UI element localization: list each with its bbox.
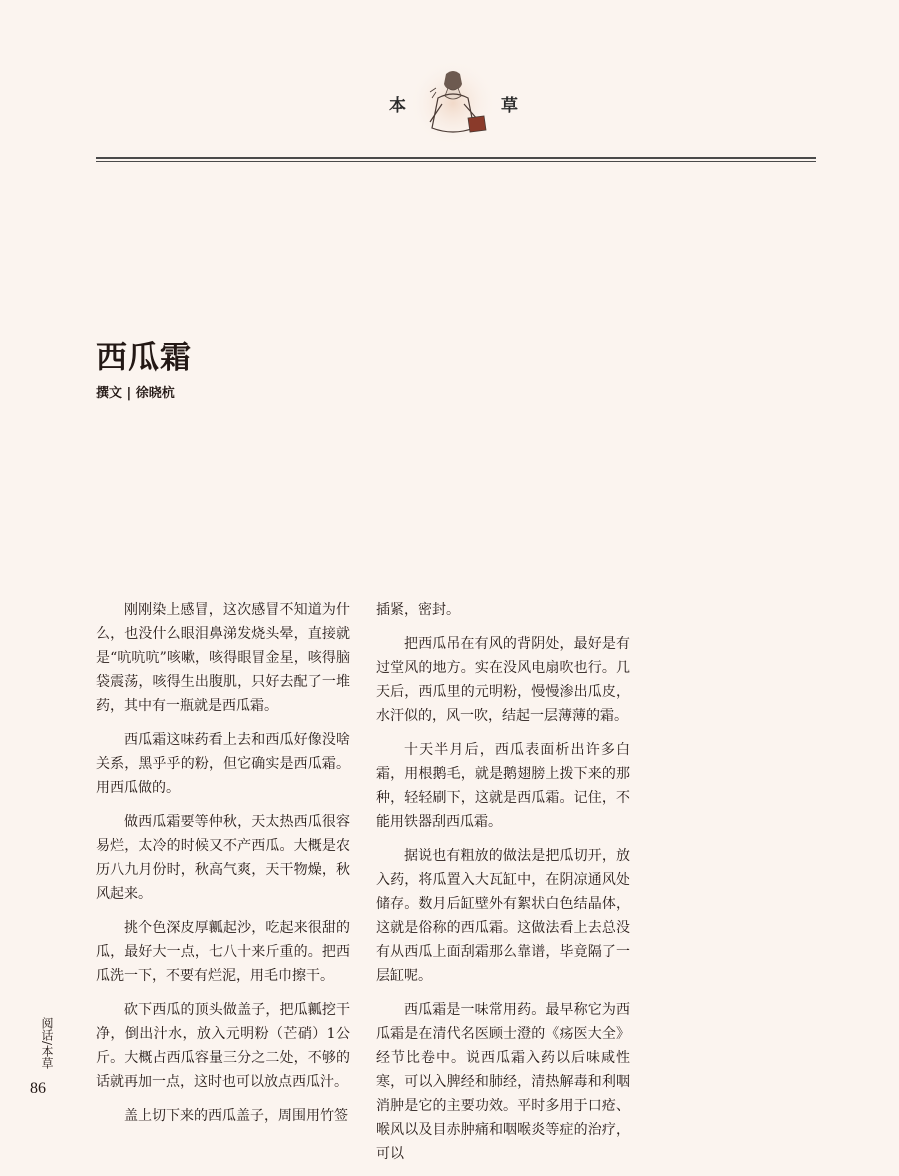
text-column-left bbox=[96, 598, 350, 1138]
header-rule-thick bbox=[96, 157, 816, 159]
paragraph: 砍下西瓜的顶头做盖子，把瓜瓤挖干净，倒出汁水，放入元明粉（芒硝）1公斤。大概占西瓜容量三分之二处，不够的话就再加一点，这时也可以放点西瓜汁。 bbox=[96, 1002, 350, 1090]
paragraph: 盖上切下来的西瓜盖子，周围用竹签 bbox=[124, 1108, 348, 1124]
page-number: 86 bbox=[30, 1080, 46, 1097]
section-label: 阅话/本草 bbox=[40, 1017, 54, 1070]
paragraph: 西瓜霜这味药看上去和西瓜好像没啥关系，黑乎乎的粉，但它确实是西瓜霜。用西瓜做的。 bbox=[96, 732, 350, 796]
header-word-right: 草 bbox=[501, 96, 518, 116]
header-word-left: 本 bbox=[389, 96, 406, 116]
paragraph-continuation: 插紧，密封。 bbox=[376, 602, 460, 618]
paragraph: 西瓜霜是一味常用药。最早称它为西瓜霜是在清代名医顾士澄的《疡医大全》经节比卷中。说西瓜霜入药以后味咸性寒，可以入脾经和肺经，清热解毒和利咽消肿是它的主要功效。平时多用于口疮、喉风以及目赤肿痛和咽喉炎等症的治疗，可以 bbox=[376, 1002, 630, 1162]
text-column-right bbox=[376, 598, 630, 1176]
paragraph: 刚刚染上感冒，这次感冒不知道为什么，也没什么眼泪鼻涕发烧头晕，直接就是“吭吭吭”咳嗽，咳得眼冒金星，咳得脑袋震荡，咳得生出腹肌，只好去配了一堆药，其中有一瓶就是西瓜霜。 bbox=[96, 602, 350, 714]
article-byline: 撰文 | 徐晓杭 bbox=[96, 386, 175, 401]
paragraph: 把西瓜吊在有风的背阴处，最好是有过堂风的地方。实在没风电扇吹也行。几天后，西瓜里的元明粉，慢慢渗出瓜皮，水汗似的，风一吹，结起一层薄薄的霜。 bbox=[376, 636, 630, 724]
paragraph: 做西瓜霜要等仲秋，天太热西瓜很容易烂，太冷的时候又不产西瓜。大概是农历八九月份时，秋高气爽，天干物燥，秋风起来。 bbox=[96, 814, 350, 902]
paragraph: 据说也有粗放的做法是把瓜切开，放入药，将瓜置入大瓦缸中，在阴凉通风处储存。数月后缸壁外有絮状白色结晶体，这就是俗称的西瓜霜。这做法看上去总没有从西瓜上面刮霜那么靠谱，毕竟隔了一层缸呢。 bbox=[376, 848, 630, 984]
paragraph: 挑个色深皮厚瓤起沙，吃起来很甜的瓜，最好大一点，七八十来斤重的。把西瓜洗一下，不要有烂泥，用毛巾擦干。 bbox=[96, 920, 350, 984]
paragraph: 十天半月后，西瓜表面析出许多白霜，用根鹅毛，就是鹅翅膀上拨下来的那种，轻轻刷下，这就是西瓜霜。记住，不能用铁器刮西瓜霜。 bbox=[376, 742, 630, 830]
article-title: 西瓜霜 bbox=[96, 340, 192, 376]
herbalist-emblem-icon bbox=[408, 58, 498, 148]
header-rule-thin bbox=[96, 161, 816, 162]
